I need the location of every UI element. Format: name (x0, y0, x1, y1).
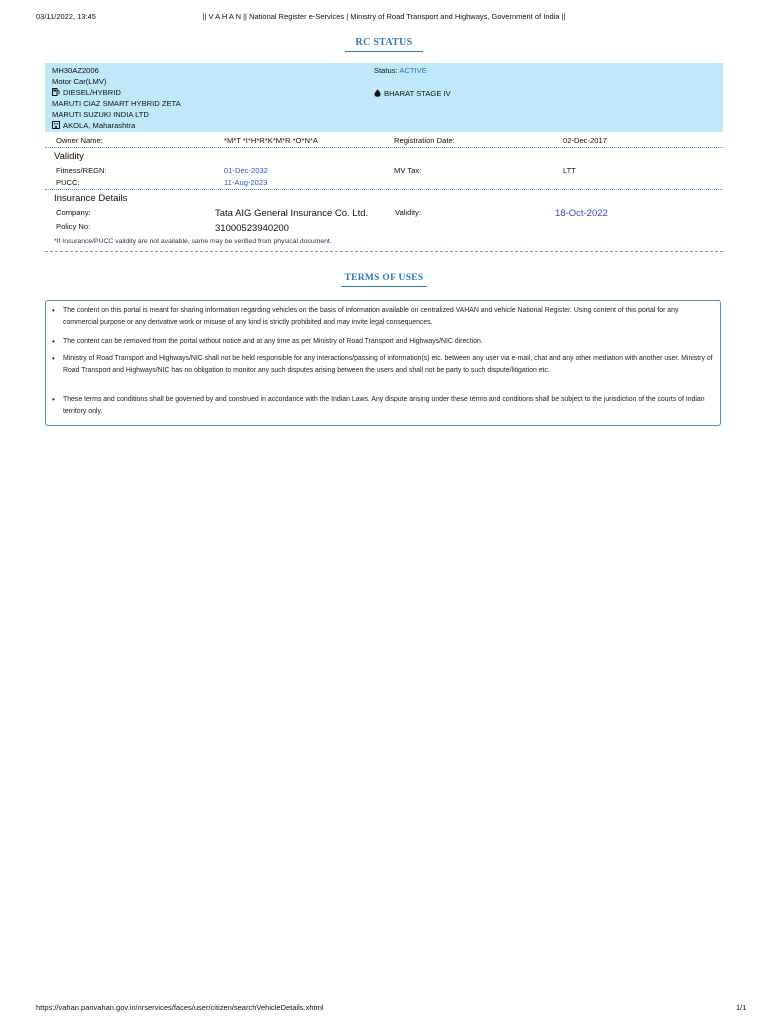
registration-location: AKOLA, Maharashtra (63, 121, 136, 130)
owner-name-value: *M*T *I*H*R*K*M*R *O*N*A (224, 136, 318, 145)
insurance-validity-value: 18-Oct-2022 (555, 208, 608, 219)
insurance-heading: Insurance Details (54, 193, 128, 204)
page-number: 1/1 (736, 1003, 747, 1012)
divider (45, 189, 723, 190)
policy-number-label: Policy No: (56, 222, 91, 231)
bullet-icon: • (52, 395, 55, 404)
fuel-pump-icon (52, 88, 60, 98)
status-row (374, 66, 427, 75)
fitness-label: Fitness/REGN: (56, 166, 107, 175)
divider (45, 147, 723, 148)
emission-norm-row (374, 89, 451, 99)
rc-status-title: RC STATUS (355, 37, 413, 48)
bullet-icon: • (52, 354, 55, 363)
registration-date-value: 02-Dec-2017 (563, 136, 607, 145)
section-divider (45, 251, 723, 252)
status-badge: ACTIVE (399, 66, 427, 75)
bullet-icon: • (52, 306, 55, 315)
terms-item: The content can be removed from the portal without notice and at any time as per Ministry of Road Transport and Highways/NIC direction. (63, 338, 483, 345)
insurance-validity-label: Validity: (395, 208, 422, 217)
status-label: Status: (374, 66, 398, 75)
registration-location-row (52, 121, 135, 131)
terms-item: The content on this portal is meant for sharing information regarding vehicles on the basis of information available on centralized VAHAN and vehicle National Register. Using content of this portal for any commercial purpose or any derivative work or misuse of any kind is strictly prohibited and may invite legal consequences. (63, 307, 679, 326)
terms-title: TERMS OF USES (344, 273, 424, 283)
vehicle-class: Motor Car(LMV) (52, 77, 107, 86)
policy-number-value: 31000523940200 (215, 223, 289, 234)
insurance-company-value: Tata AIG General Insurance Co. Ltd. (215, 208, 369, 219)
terms-item: Ministry of Road Transport and Highways/NIC shall not be held responsible for any interactions/passing of information(s) etc. between any user via e-mail, chat and any other mediation with another user. Ministry of Road Transport and Highways/NIC has no obligation to monitor any such disputes arising between the users and shall not be party to such dispute/litigation etc. (63, 355, 713, 374)
insurance-note: *If Insurance/PUCC validity are not available, same may be verified from physical document. (54, 238, 332, 245)
fuel-type-row (52, 88, 121, 98)
print-page-title: || V A H A N || National Register e-Services | Ministry of Road Transport and Highways, Government of India || (202, 12, 566, 21)
mv-tax-value: LTT (563, 166, 576, 175)
pucc-value: 11-Aug-2023 (224, 178, 268, 187)
insurance-company-label: Company: (56, 208, 91, 217)
terms-item: These terms and conditions shall be governed by and construed in accordance with the Indian Laws. Any dispute arising under these terms and conditions shall be subject to the jurisdiction of the courts of Indian territory only. (63, 396, 705, 415)
pucc-label: PUCC: (56, 178, 80, 187)
owner-name-label: Owner Name: (56, 136, 103, 145)
vehicle-model: MARUTI CIAZ SMART HYBRID ZETA (52, 99, 181, 108)
mv-tax-label: MV Tax: (394, 166, 422, 175)
emission-norm: BHARAT STAGE IV (384, 89, 451, 98)
footer-url: https://vahan.parivahan.gov.in/nrservices/faces/user/citizen/searchVehicleDetails.xhtml (36, 1003, 324, 1012)
office-building-icon (52, 121, 60, 131)
registration-number: MH30AZ2006 (52, 66, 99, 75)
validity-heading: Validity (54, 151, 84, 162)
flame-icon (374, 89, 381, 99)
registration-date-label: Registration Date: (394, 136, 455, 145)
fuel-type: DIESEL/HYBRID (63, 88, 121, 97)
fitness-value: 01-Dec-2032 (224, 166, 268, 175)
bullet-icon: • (52, 337, 55, 346)
vehicle-maker: MARUTI SUZUKI INDIA LTD (52, 110, 149, 119)
rc-status-title-underline (345, 51, 423, 52)
terms-title-underline (341, 286, 427, 287)
print-datetime: 03/11/2022, 13:45 (36, 12, 96, 21)
